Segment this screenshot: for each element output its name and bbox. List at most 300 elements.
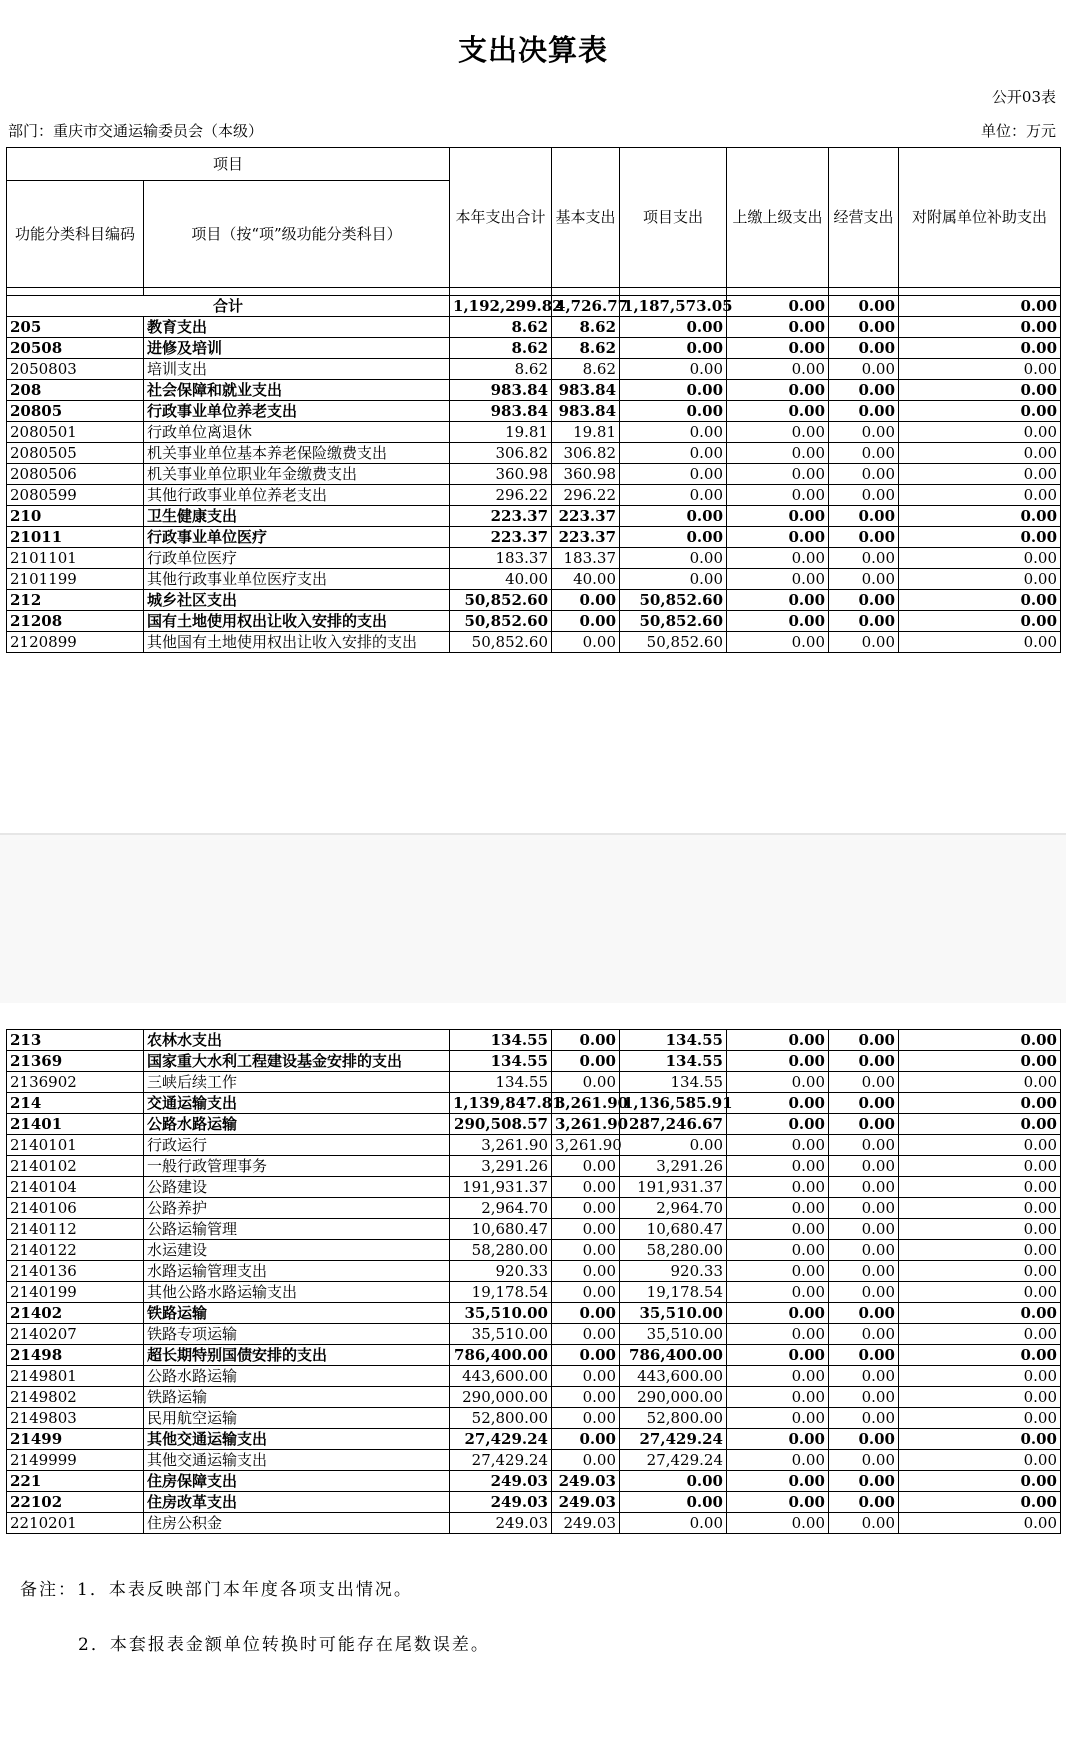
row-basic: 0.00 — [552, 1261, 620, 1282]
row-total: 3,291.26 — [450, 1156, 552, 1177]
row-project: 0.00 — [620, 317, 727, 338]
row-name: 卫生健康支出 — [144, 506, 450, 527]
row-business: 0.00 — [829, 1135, 899, 1156]
row-project: 2,964.70 — [620, 1198, 727, 1219]
row-name: 公路建设 — [144, 1177, 450, 1198]
row-name: 培训支出 — [144, 359, 450, 380]
row-name: 一般行政管理事务 — [144, 1156, 450, 1177]
row-subsidy: 0.00 — [899, 317, 1061, 338]
row-code: 2140102 — [7, 1156, 144, 1177]
table-row — [7, 1303, 1061, 1324]
row-code: 21208 — [7, 611, 144, 632]
row-subsidy: 0.00 — [899, 359, 1061, 380]
row-business: 0.00 — [829, 1366, 899, 1387]
row-subsidy: 0.00 — [899, 1345, 1061, 1366]
row-total: 983.84 — [450, 380, 552, 401]
row-code: 213 — [7, 1030, 144, 1051]
row-business: 0.00 — [829, 548, 899, 569]
row-business: 0.00 — [829, 527, 899, 548]
row-upper: 0.00 — [727, 1408, 829, 1429]
row-project: 0.00 — [620, 1513, 727, 1534]
table-row — [7, 317, 1061, 338]
row-project: 786,400.00 — [620, 1345, 727, 1366]
row-business: 0.00 — [829, 569, 899, 590]
row-name: 住房改革支出 — [144, 1492, 450, 1513]
row-basic: 983.84 — [552, 401, 620, 422]
row-name: 行政运行 — [144, 1135, 450, 1156]
row-business: 0.00 — [829, 1387, 899, 1408]
row-basic: 0.00 — [552, 1240, 620, 1261]
table-row — [7, 1471, 1061, 1492]
row-subsidy: 0.00 — [899, 1471, 1061, 1492]
row-subsidy: 0.00 — [899, 1093, 1061, 1114]
row-total: 8.62 — [450, 317, 552, 338]
row-upper: 0.00 — [727, 527, 829, 548]
unit-label: 单位：万元 — [980, 122, 1056, 140]
row-business: 0.00 — [829, 1261, 899, 1282]
page-title: 支出决算表 — [457, 33, 608, 67]
table-row — [7, 611, 1061, 632]
row-code: 2101199 — [7, 569, 144, 590]
row-basic: 8.62 — [552, 317, 620, 338]
row-subsidy: 0.00 — [899, 422, 1061, 443]
row-subsidy: 0.00 — [899, 1303, 1061, 1324]
row-basic: 3,261.90 — [552, 1093, 620, 1114]
table-row — [7, 1450, 1061, 1471]
table-row — [7, 1030, 1061, 1051]
row-upper: 0.00 — [727, 1261, 829, 1282]
row-total: 19.81 — [450, 422, 552, 443]
row-business: 0.00 — [829, 1072, 899, 1093]
table-row — [7, 1177, 1061, 1198]
row-code: 2210201 — [7, 1513, 144, 1534]
row-project: 50,852.60 — [620, 611, 727, 632]
row-subsidy: 0.00 — [899, 1429, 1061, 1450]
row-name: 住房保障支出 — [144, 1471, 450, 1492]
row-basic: 0.00 — [552, 611, 620, 632]
total-basic: 4,726.77 — [552, 296, 620, 317]
row-business: 0.00 — [829, 338, 899, 359]
row-basic: 0.00 — [552, 1177, 620, 1198]
row-total: 360.98 — [450, 464, 552, 485]
total-value: 1,192,299.82 — [450, 296, 552, 317]
row-code: 2140104 — [7, 1177, 144, 1198]
row-basic: 3,261.90 — [552, 1114, 620, 1135]
row-name: 三峡后续工作 — [144, 1072, 450, 1093]
table-row — [7, 1492, 1061, 1513]
row-name: 公路水路运输 — [144, 1366, 450, 1387]
row-basic: 983.84 — [552, 380, 620, 401]
row-project: 134.55 — [620, 1072, 727, 1093]
table-row — [7, 464, 1061, 485]
table-row — [7, 1219, 1061, 1240]
table-row — [7, 422, 1061, 443]
total-label: 合计 — [7, 296, 450, 317]
row-total: 290,508.57 — [450, 1114, 552, 1135]
table-row — [7, 1135, 1061, 1156]
row-upper: 0.00 — [727, 1051, 829, 1072]
row-subsidy: 0.00 — [899, 1135, 1061, 1156]
row-code: 205 — [7, 317, 144, 338]
row-subsidy: 0.00 — [899, 548, 1061, 569]
row-business: 0.00 — [829, 359, 899, 380]
row-project: 443,600.00 — [620, 1366, 727, 1387]
row-name: 国家重大水利工程建设基金安排的支出 — [144, 1051, 450, 1072]
row-project: 0.00 — [620, 485, 727, 506]
row-project: 0.00 — [620, 548, 727, 569]
header-name: 项目（按“项”级功能分类科目） — [144, 181, 450, 288]
row-total: 920.33 — [450, 1261, 552, 1282]
row-upper: 0.00 — [727, 1324, 829, 1345]
total-business: 0.00 — [829, 296, 899, 317]
row-code: 21498 — [7, 1345, 144, 1366]
row-code: 2149803 — [7, 1408, 144, 1429]
header-project: 项目 — [7, 148, 450, 181]
row-total: 50,852.60 — [450, 632, 552, 653]
row-code: 2149999 — [7, 1450, 144, 1471]
table-row — [7, 338, 1061, 359]
row-basic: 0.00 — [552, 1345, 620, 1366]
row-subsidy: 0.00 — [899, 527, 1061, 548]
row-basic: 0.00 — [552, 632, 620, 653]
row-business: 0.00 — [829, 443, 899, 464]
row-total: 19,178.54 — [450, 1282, 552, 1303]
row-business: 0.00 — [829, 632, 899, 653]
row-total: 27,429.24 — [450, 1450, 552, 1471]
row-upper: 0.00 — [727, 485, 829, 506]
row-subsidy: 0.00 — [899, 1408, 1061, 1429]
row-subsidy: 0.00 — [899, 1156, 1061, 1177]
row-upper: 0.00 — [727, 464, 829, 485]
table-row — [7, 359, 1061, 380]
row-total: 50,852.60 — [450, 611, 552, 632]
row-total: 3,261.90 — [450, 1135, 552, 1156]
row-code: 2140122 — [7, 1240, 144, 1261]
row-project: 0.00 — [620, 1492, 727, 1513]
row-upper: 0.00 — [727, 1387, 829, 1408]
header-total: 本年支出合计 — [450, 148, 552, 288]
row-business: 0.00 — [829, 1345, 899, 1366]
row-business: 0.00 — [829, 1471, 899, 1492]
row-project: 191,931.37 — [620, 1177, 727, 1198]
row-upper: 0.00 — [727, 1135, 829, 1156]
row-total: 2,964.70 — [450, 1198, 552, 1219]
row-total: 8.62 — [450, 338, 552, 359]
row-subsidy: 0.00 — [899, 1030, 1061, 1051]
row-total: 223.37 — [450, 506, 552, 527]
row-business: 0.00 — [829, 1303, 899, 1324]
row-total: 983.84 — [450, 401, 552, 422]
row-name: 行政单位医疗 — [144, 548, 450, 569]
row-name: 住房公积金 — [144, 1513, 450, 1534]
row-business: 0.00 — [829, 1177, 899, 1198]
row-business: 0.00 — [829, 1282, 899, 1303]
row-basic: 249.03 — [552, 1471, 620, 1492]
row-code: 210 — [7, 506, 144, 527]
table-row — [7, 1051, 1061, 1072]
row-upper: 0.00 — [727, 1513, 829, 1534]
row-business: 0.00 — [829, 1240, 899, 1261]
row-project: 50,852.60 — [620, 632, 727, 653]
row-name: 其他交通运输支出 — [144, 1450, 450, 1471]
row-total: 786,400.00 — [450, 1345, 552, 1366]
row-subsidy: 0.00 — [899, 1261, 1061, 1282]
row-name: 其他交通运输支出 — [144, 1429, 450, 1450]
row-project: 0.00 — [620, 1135, 727, 1156]
row-project: 0.00 — [620, 506, 727, 527]
row-basic: 40.00 — [552, 569, 620, 590]
row-project: 0.00 — [620, 527, 727, 548]
row-total: 223.37 — [450, 527, 552, 548]
row-upper: 0.00 — [727, 1114, 829, 1135]
row-business: 0.00 — [829, 401, 899, 422]
row-subsidy: 0.00 — [899, 1072, 1061, 1093]
row-upper: 0.00 — [727, 401, 829, 422]
row-code: 21402 — [7, 1303, 144, 1324]
row-project: 0.00 — [620, 359, 727, 380]
row-total: 134.55 — [450, 1030, 552, 1051]
row-business: 0.00 — [829, 1156, 899, 1177]
table-row — [7, 1429, 1061, 1450]
table-row — [7, 1198, 1061, 1219]
row-total: 134.55 — [450, 1051, 552, 1072]
row-basic: 0.00 — [552, 1429, 620, 1450]
row-subsidy: 0.00 — [899, 632, 1061, 653]
row-basic: 223.37 — [552, 506, 620, 527]
row-business: 0.00 — [829, 1093, 899, 1114]
row-code: 2149801 — [7, 1366, 144, 1387]
row-basic: 0.00 — [552, 1366, 620, 1387]
row-subsidy: 0.00 — [899, 1051, 1061, 1072]
row-subsidy: 0.00 — [899, 1198, 1061, 1219]
row-total: 306.82 — [450, 443, 552, 464]
expenditure-table-part2 — [6, 1029, 1061, 1534]
row-business: 0.00 — [829, 1492, 899, 1513]
row-project: 10,680.47 — [620, 1219, 727, 1240]
note-2: 2．本套报表金额单位转换时可能存在尾数误差。 — [78, 1635, 490, 1655]
row-basic: 0.00 — [552, 590, 620, 611]
row-project: 0.00 — [620, 338, 727, 359]
row-project: 58,280.00 — [620, 1240, 727, 1261]
row-subsidy: 0.00 — [899, 1282, 1061, 1303]
row-name: 国有土地使用权出让收入安排的支出 — [144, 611, 450, 632]
row-code: 2120899 — [7, 632, 144, 653]
row-name: 水运建设 — [144, 1240, 450, 1261]
row-subsidy: 0.00 — [899, 1324, 1061, 1345]
row-business: 0.00 — [829, 1450, 899, 1471]
row-code: 208 — [7, 380, 144, 401]
row-business: 0.00 — [829, 464, 899, 485]
row-name: 公路养护 — [144, 1198, 450, 1219]
header-code: 功能分类科目编码 — [7, 181, 144, 288]
row-project: 27,429.24 — [620, 1450, 727, 1471]
table-row — [7, 401, 1061, 422]
department-label: 部门：重庆市交通运输委员会（本级） — [8, 122, 264, 140]
table-row — [7, 1114, 1061, 1135]
row-basic: 0.00 — [552, 1030, 620, 1051]
row-upper: 0.00 — [727, 1282, 829, 1303]
row-project: 35,510.00 — [620, 1324, 727, 1345]
row-basic: 19.81 — [552, 422, 620, 443]
row-subsidy: 0.00 — [899, 464, 1061, 485]
row-project: 0.00 — [620, 1471, 727, 1492]
row-upper: 0.00 — [727, 1177, 829, 1198]
header-business: 经营支出 — [829, 148, 899, 288]
table-row — [7, 1261, 1061, 1282]
row-subsidy: 0.00 — [899, 401, 1061, 422]
total-upper: 0.00 — [727, 296, 829, 317]
row-upper: 0.00 — [727, 1093, 829, 1114]
row-project: 0.00 — [620, 464, 727, 485]
row-upper: 0.00 — [727, 632, 829, 653]
row-subsidy: 0.00 — [899, 1240, 1061, 1261]
row-name: 民用航空运输 — [144, 1408, 450, 1429]
row-code: 2140101 — [7, 1135, 144, 1156]
table-row — [7, 1093, 1061, 1114]
row-upper: 0.00 — [727, 590, 829, 611]
row-business: 0.00 — [829, 1030, 899, 1051]
row-total: 40.00 — [450, 569, 552, 590]
row-code: 21499 — [7, 1429, 144, 1450]
table-row — [7, 380, 1061, 401]
row-basic: 223.37 — [552, 527, 620, 548]
page-gap — [0, 833, 1066, 1003]
row-project: 0.00 — [620, 569, 727, 590]
row-subsidy: 0.00 — [899, 1492, 1061, 1513]
row-project: 0.00 — [620, 380, 727, 401]
note-1: 备注：1．本表反映部门本年度各项支出情况。 — [20, 1580, 413, 1600]
row-project: 27,429.24 — [620, 1429, 727, 1450]
row-code: 21369 — [7, 1051, 144, 1072]
row-business: 0.00 — [829, 1513, 899, 1534]
table-row — [7, 1366, 1061, 1387]
row-total: 183.37 — [450, 548, 552, 569]
row-name: 铁路专项运输 — [144, 1324, 450, 1345]
table-row — [7, 1282, 1061, 1303]
row-name: 农林水支出 — [144, 1030, 450, 1051]
row-subsidy: 0.00 — [899, 1177, 1061, 1198]
row-business: 0.00 — [829, 590, 899, 611]
row-name: 其他行政事业单位医疗支出 — [144, 569, 450, 590]
row-total: 249.03 — [450, 1492, 552, 1513]
row-code: 2140106 — [7, 1198, 144, 1219]
row-subsidy: 0.00 — [899, 1366, 1061, 1387]
row-subsidy: 0.00 — [899, 443, 1061, 464]
row-name: 行政事业单位医疗 — [144, 527, 450, 548]
row-basic: 0.00 — [552, 1450, 620, 1471]
row-project: 1,136,585.91 — [620, 1093, 727, 1114]
row-code: 2080501 — [7, 422, 144, 443]
row-total: 290,000.00 — [450, 1387, 552, 1408]
row-total: 134.55 — [450, 1072, 552, 1093]
row-total: 50,852.60 — [450, 590, 552, 611]
table-row — [7, 527, 1061, 548]
row-upper: 0.00 — [727, 1345, 829, 1366]
row-upper: 0.00 — [727, 1492, 829, 1513]
row-project: 0.00 — [620, 443, 727, 464]
row-upper: 0.00 — [727, 569, 829, 590]
row-subsidy: 0.00 — [899, 1513, 1061, 1534]
row-upper: 0.00 — [727, 1072, 829, 1093]
header-basic: 基本支出 — [552, 148, 620, 288]
row-basic: 0.00 — [552, 1387, 620, 1408]
table-row — [7, 443, 1061, 464]
row-name: 铁路运输 — [144, 1387, 450, 1408]
total-subsidy: 0.00 — [899, 296, 1061, 317]
row-project: 50,852.60 — [620, 590, 727, 611]
row-upper: 0.00 — [727, 359, 829, 380]
row-project: 19,178.54 — [620, 1282, 727, 1303]
row-name: 交通运输支出 — [144, 1093, 450, 1114]
row-code: 22102 — [7, 1492, 144, 1513]
table-row — [7, 632, 1061, 653]
row-name: 行政单位离退休 — [144, 422, 450, 443]
row-total: 296.22 — [450, 485, 552, 506]
row-project: 290,000.00 — [620, 1387, 727, 1408]
row-subsidy: 0.00 — [899, 611, 1061, 632]
row-basic: 306.82 — [552, 443, 620, 464]
row-upper: 0.00 — [727, 611, 829, 632]
row-subsidy: 0.00 — [899, 506, 1061, 527]
row-basic: 249.03 — [552, 1492, 620, 1513]
row-business: 0.00 — [829, 1198, 899, 1219]
row-upper: 0.00 — [727, 443, 829, 464]
row-upper: 0.00 — [727, 1030, 829, 1051]
row-basic: 0.00 — [552, 1051, 620, 1072]
header-upper: 上缴上级支出 — [727, 148, 829, 288]
row-code: 2080599 — [7, 485, 144, 506]
row-basic: 183.37 — [552, 548, 620, 569]
table-row — [7, 506, 1061, 527]
table-row — [7, 1387, 1061, 1408]
row-name: 教育支出 — [144, 317, 450, 338]
row-code: 212 — [7, 590, 144, 611]
table-row — [7, 1408, 1061, 1429]
row-business: 0.00 — [829, 1324, 899, 1345]
row-code: 2140136 — [7, 1261, 144, 1282]
table-row — [7, 1072, 1061, 1093]
row-code: 2101101 — [7, 548, 144, 569]
row-project: 3,291.26 — [620, 1156, 727, 1177]
row-name: 进修及培训 — [144, 338, 450, 359]
row-code: 21401 — [7, 1114, 144, 1135]
row-total: 249.03 — [450, 1513, 552, 1534]
row-name: 其他公路水路运输支出 — [144, 1282, 450, 1303]
header-subsidy: 对附属单位补助支出 — [899, 148, 1061, 288]
row-subsidy: 0.00 — [899, 485, 1061, 506]
row-name: 铁路运输 — [144, 1303, 450, 1324]
row-code: 2140199 — [7, 1282, 144, 1303]
row-code: 20508 — [7, 338, 144, 359]
total-project: 1,187,573.05 — [620, 296, 727, 317]
row-subsidy: 0.00 — [899, 380, 1061, 401]
row-upper: 0.00 — [727, 1156, 829, 1177]
row-business: 0.00 — [829, 1408, 899, 1429]
row-upper: 0.00 — [727, 1471, 829, 1492]
page-divider — [0, 833, 1066, 835]
row-name: 超长期特别国债安排的支出 — [144, 1345, 450, 1366]
row-code: 221 — [7, 1471, 144, 1492]
row-upper: 0.00 — [727, 317, 829, 338]
row-basic: 360.98 — [552, 464, 620, 485]
row-upper: 0.00 — [727, 1450, 829, 1471]
row-project: 0.00 — [620, 422, 727, 443]
row-code: 2080505 — [7, 443, 144, 464]
row-subsidy: 0.00 — [899, 1219, 1061, 1240]
row-name: 机关事业单位基本养老保险缴费支出 — [144, 443, 450, 464]
row-business: 0.00 — [829, 506, 899, 527]
row-basic: 0.00 — [552, 1072, 620, 1093]
